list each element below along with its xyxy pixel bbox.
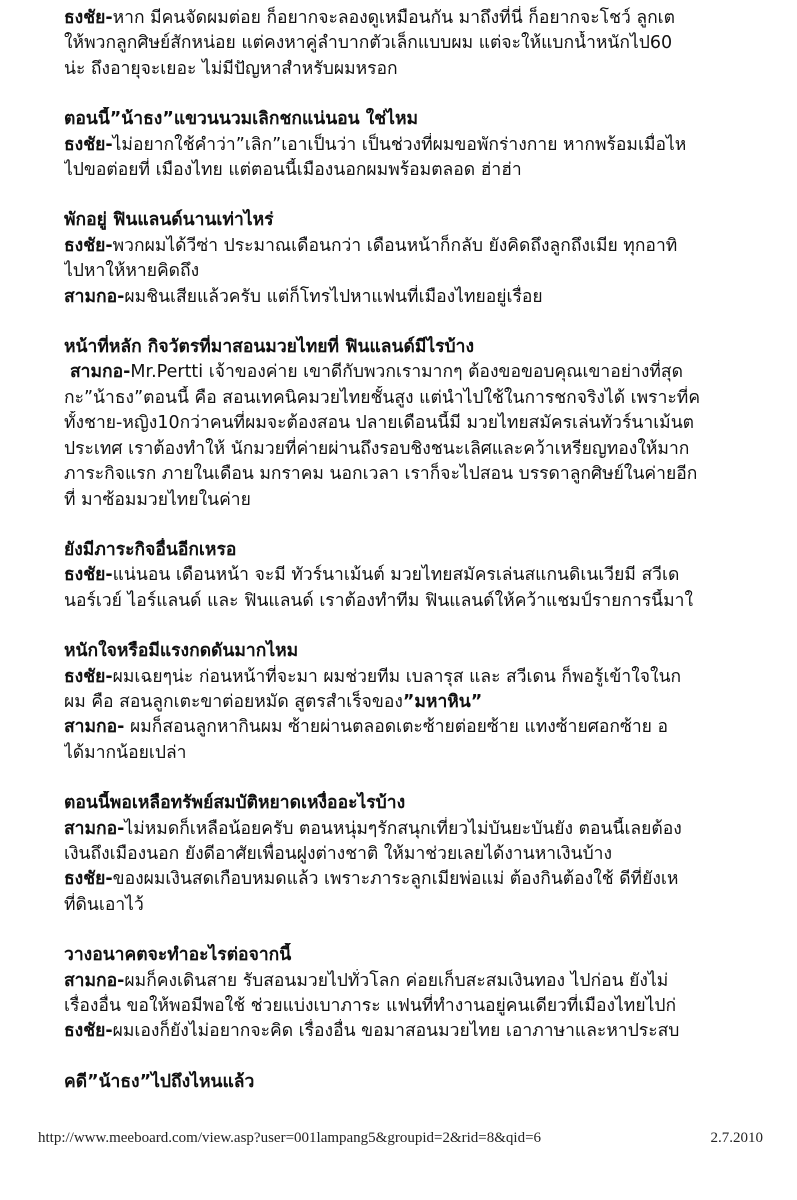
answer-line [64, 589, 797, 614]
answer-line [64, 817, 797, 842]
page-footer [38, 1130, 763, 1147]
question-heading: วางอนาคตจะทำอะไรต่อจากนี้ [64, 945, 292, 966]
qa-section [64, 791, 797, 918]
answer-line [64, 867, 797, 892]
article-body [64, 6, 797, 1120]
qa-section [64, 208, 797, 310]
answer-text: ผมก็สอนลูกหากินผม ซ้ายผ่านตลอดเตะซ้ายต่อยซ้าย แทงซ้ายศอกซ้าย อ [124, 717, 668, 738]
answer-line [64, 133, 797, 158]
qa-section [64, 335, 797, 513]
answer-text: ประเทศ เราต้องทำให้ นักมวยที่ค่ายผ่านถึงรอบชิงชนะเลิศและคว้าเหรียญทองให้มาก [64, 438, 690, 459]
qa-section [64, 1070, 797, 1095]
answer-text: ได้มากน้อยเปล่า [64, 742, 187, 763]
answer-text: ที่ มาซ้อมมวยไทยในค่าย [64, 489, 251, 510]
speaker-name: ธงชัย- [64, 134, 113, 155]
answer-line [64, 411, 797, 436]
speaker-name: ธงชัย- [64, 8, 113, 28]
answer-text: Mr.Pertti เจ้าของค่าย เขาดีกับพวกเรามากๆ ต้องขอขอบคุณเขาอย่างที่สุด [130, 362, 683, 383]
answer-text: ผม คือ สอนลูกเตะขาต่อยหมัด สูตรสำเร็จของ [64, 691, 403, 712]
answer-line [64, 31, 797, 56]
question-heading: ยังมีภาระกิจอื่นอีกเหรอ [64, 539, 237, 560]
speaker-name: ธงชัย- [64, 235, 113, 256]
speaker-name: ธงชัย- [64, 1021, 113, 1042]
source-url[interactable]: http://www.meeboard.com/view.asp?user=001lampang5&groupid=2&rid=8&qid=6 [38, 1130, 542, 1146]
answer-text: ของผมเงินสดเกือบหมดแล้ว เพราะภาระลูกเมียพ่อแม่ ต้องกินต้องใช้ ดีที่ยังเห [112, 869, 679, 890]
answer-text: ให้พวกลูกศิษย์สักหน่อย แต่คงหาคู่ลำบากตัวเล็กแบบผม แต่จะให้แบกน้ำหนักไป60 [64, 33, 673, 54]
question-heading: หน้าที่หลัก กิจวัตรที่มาสอนมวยไทยที่ ฟินแลนด์มีไรบ้าง [64, 337, 475, 358]
answer-line [64, 842, 797, 867]
answer-text: กะ”น้าธง”ตอนนี้ คือ สอนเทคนิคมวยไทยชั้นสูง แต่นำไปใช้ในการชกจริงได้ เพราะที่ค [64, 387, 701, 408]
answer-text: ผมเฉยๆน่ะ ก่อนหน้าที่จะมา ผมช่วยทีม เบลารุส และ สวีเดน ก็พอรู้เข้าใจในก [112, 666, 682, 687]
answer-line [64, 57, 797, 82]
answer-text: ผมชินเสียแล้วครับ แต่ก็โทรไปหาแฟนที่เมืองไทยอยู่เรื่อย [124, 286, 543, 307]
answer-line [64, 285, 797, 310]
qa-section [64, 538, 797, 614]
emphasized-phrase: ”มหาหิน” [402, 691, 483, 712]
answer-text: ทั้งชาย-หญิง10กว่าคนที่ผมจะต้องสอน ปลายเดือนนี้มี มวยไทยสมัครเล่นทัวร์นาเม้นต [64, 413, 695, 434]
answer-text: ไม่อยากใช้คำว่า”เลิก”เอาเป็นว่า เป็นช่วงที่ผมขอพักร่างกาย หากพร้อมเมื่อไห [112, 134, 687, 155]
answer-text: แน่นอน เดือนหน้า จะมี ทัวร์นาเม้นต์ มวยไทยสมัครเล่นสแกนดิเนเวียมี สวีเด [112, 565, 680, 586]
question-heading: หนักใจหรือมีแรงกดดันมากไหม [64, 641, 299, 662]
speaker-name: สามกอ- [70, 362, 131, 383]
speaker-name: ธงชัย- [64, 869, 113, 890]
answer-text: ภาระกิจแรก ภายในเดือน มกราคม นอกเวลา เราก็จะไปสอน บรรดาลูกศิษย์ในค่ายอีก [64, 464, 698, 485]
answer-line [64, 360, 797, 385]
answer-line [64, 1019, 797, 1044]
question-heading: พักอยู่ ฟินแลนด์นานเท่าไหร่ [64, 210, 274, 231]
answer-line [64, 690, 797, 715]
qa-section [64, 107, 797, 183]
qa-section [64, 639, 797, 766]
answer-line [64, 893, 797, 918]
answer-text: ที่ดินเอาไว้ [64, 894, 144, 915]
answer-text: นอร์เวย์ ไอร์แลนด์ และ ฟินแลนด์ เราต้องทำทีม ฟินแลนด์ให้คว้าแชมป์รายการนี้มาใ [64, 590, 694, 611]
answer-text: เงินถึงเมืองนอก ยังดีอาศัยเพื่อนฝูงต่างชาติ ให้มาช่วยเลยได้งานหาเงินบ้าง [64, 843, 613, 864]
answer-line [64, 6, 797, 31]
answer-line [64, 994, 797, 1019]
speaker-name: สามกอ- [64, 970, 125, 991]
answer-text: ไม่หมดก็เหลือน้อยครับ ตอนหนุ่มๆรักสนุกเที่ยวไม่บันยะบันยัง ตอนนี้เลยต้อง [124, 818, 682, 839]
print-date: 2.7.2010 [710, 1130, 763, 1146]
answer-line [64, 969, 797, 994]
speaker-name: ธงชัย- [64, 565, 113, 586]
answer-text: น่ะ ถึงอายุจะเยอะ ไม่มีปัญหาสำหรับผมหรอก [64, 58, 398, 79]
answer-line [64, 234, 797, 259]
answer-text: หาก มีคนจัดผมต่อย ก็อยากจะลองดูเหมือนกัน มาถึงที่นี่ ก็อยากจะโชว์ ลูกเต [112, 8, 676, 28]
answer-line [64, 563, 797, 588]
answer-text: ไปหาให้หายคิดถึง [64, 261, 200, 282]
answer-line [64, 741, 797, 766]
answer-line [64, 386, 797, 411]
qa-section [64, 6, 797, 82]
answer-line [64, 437, 797, 462]
answer-line [64, 665, 797, 690]
answer-text: ผมก็คงเดินสาย รับสอนมวยไปทั่วโลก ค่อยเก็บสะสมเงินทอง ไปก่อน ยังไม่ [124, 970, 669, 991]
answer-line [64, 715, 797, 740]
speaker-name: ธงชัย- [64, 666, 113, 687]
speaker-name: สามกอ- [64, 818, 125, 839]
answer-line [64, 462, 797, 487]
answer-text: ไปขอต่อยที่ เมืองไทย แต่ตอนนี้เมืองนอกผมพร้อมตลอด ฮ่าฮ่า [64, 160, 522, 181]
question-heading: คดี”น้าธง”ไปถึงไหนแล้ว [64, 1071, 255, 1092]
answer-text: เรื่องอื่น ขอให้พอมีพอใช้ ช่วยแบ่งเบาภาระ แฟนที่ทำงานอยู่คนเดียวที่เมืองไทยไปก่ [64, 996, 677, 1016]
speaker-name: สามกอ- [64, 717, 125, 738]
question-heading: ตอนนี้พอเหลือทรัพย์สมบัติหยาดเหงื่ออะไรบ้าง [64, 793, 406, 814]
speaker-name: สามกอ- [64, 286, 125, 307]
question-heading: ตอนนี้”น้าธง”แขวนนวมเลิกชกแน่นอน ใช่ไหม [64, 109, 419, 130]
answer-line [64, 488, 797, 513]
answer-text: พวกผมได้วีซ่า ประมาณเดือนกว่า เดือนหน้าก็กลับ ยังคิดถึงลูกถึงเมีย ทุกอาทิ [112, 235, 678, 256]
answer-text: ผมเองก็ยังไม่อยากจะคิด เรื่องอื่น ขอมาสอนมวยไทย เอาภาษาและหาประสบ [112, 1021, 680, 1042]
answer-line [64, 158, 797, 183]
qa-section [64, 943, 797, 1045]
answer-line [64, 259, 797, 284]
